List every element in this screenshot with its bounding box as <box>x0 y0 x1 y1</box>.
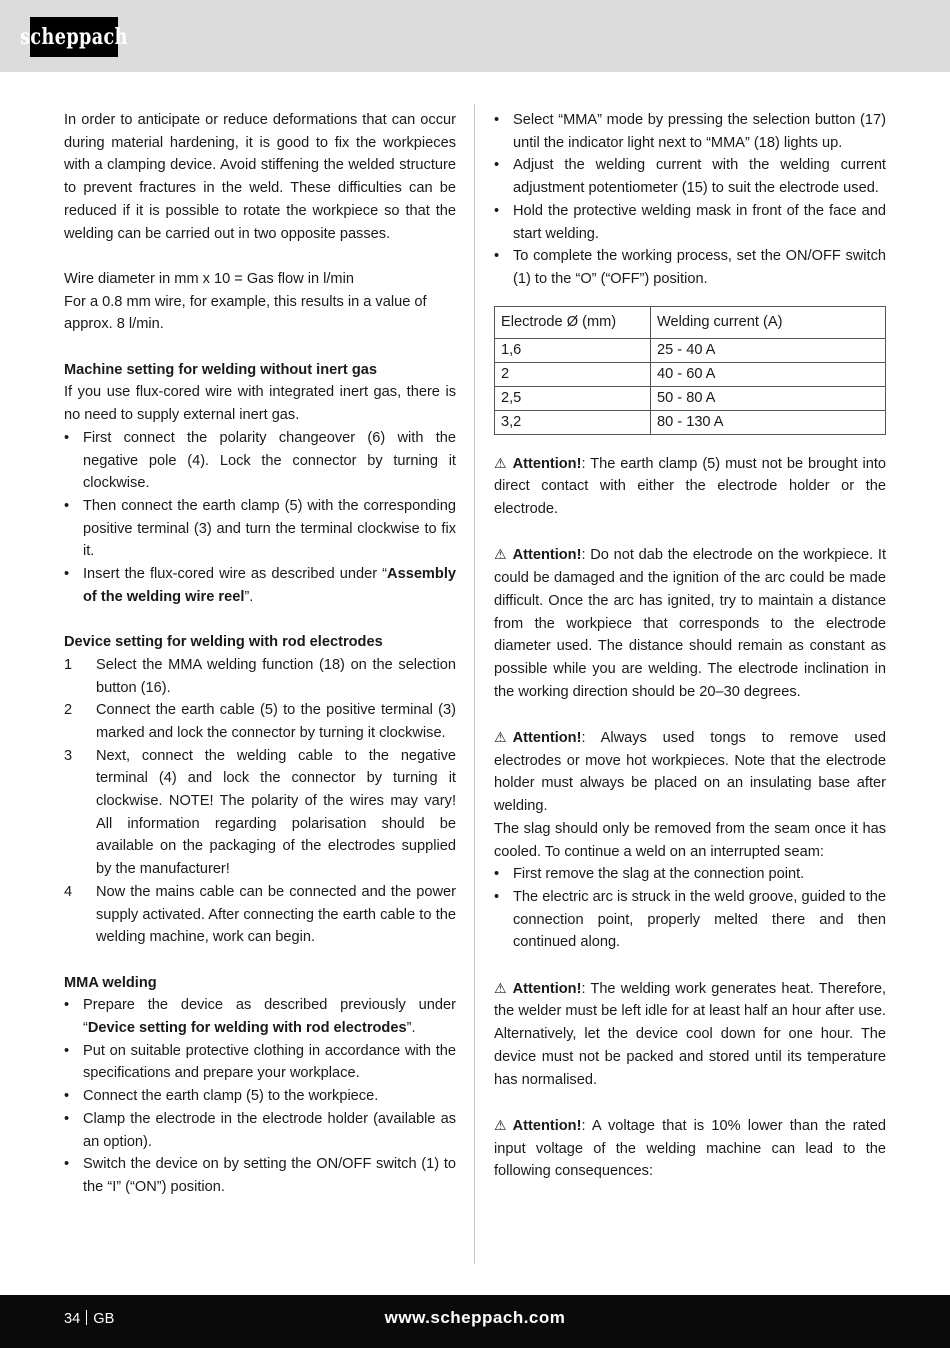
header-band <box>0 0 950 72</box>
table-cell: 50 - 80 A <box>651 386 886 410</box>
gas-formula: Wire diameter in mm x 10 = Gas flow in l/min <box>64 270 354 287</box>
list-item: • To complete the working process, set the ON/OFF switch (1) to the “O” (“OFF”) position. <box>494 248 886 287</box>
table-row <box>495 338 886 362</box>
list-item: • Then connect the earth clamp (5) with the corresponding positive terminal (3) and turn the terminal clockwise to fix it. <box>64 497 456 560</box>
warning-icon: ⚠ <box>494 1116 507 1133</box>
table-cell: 1,6 <box>495 338 651 362</box>
table-row <box>495 362 886 386</box>
language-code: GB <box>93 1311 115 1327</box>
inert-gas-intro: If you use flux-cored wire with integrated inert gas, there is no need to supply external inert gas. <box>64 384 456 424</box>
rod-electrodes-heading: Device setting for welding with rod electrodes <box>64 634 383 651</box>
cross-reference: Assembly of the welding wire reel <box>83 566 456 605</box>
mma-welding-heading: MMA welding <box>64 974 157 991</box>
table-row <box>495 410 886 434</box>
electrode-current-table <box>494 306 886 435</box>
numbered-step: 1 Select the MMA welding function (18) on the selection button (16). <box>64 656 456 696</box>
footer-band <box>0 1295 950 1348</box>
rod-electrodes-steps <box>64 654 456 949</box>
gas-example: For a 0.8 mm wire, for example, this results in a value of approx. 8 l/min. <box>64 293 427 333</box>
attention-tongs: ⚠ Attention!: Always used tongs to remove used electrodes or move hot workpieces. Note that the electrode holder must always be placed on an insulating base after welding. <box>494 726 886 818</box>
attention-earth-clamp: ⚠ Attention!: The earth clamp (5) must not be brought into direct contact with either the electrode holder or the electrode. <box>494 452 886 521</box>
mma-welding-steps <box>64 994 456 1198</box>
attention-voltage: ⚠ Attention!: A voltage that is 10% lower than the rated input voltage of the welding machine can lead to the following consequences: <box>494 1114 886 1183</box>
inert-gas-heading: Machine setting for welding without inert gas <box>64 361 377 378</box>
table-cell: 2,5 <box>495 386 651 410</box>
left-column <box>64 109 456 1199</box>
numbered-step: 4 Now the mains cable can be connected and the power supply activated. After connecting the earth cable to the welding machine, work can begin. <box>64 883 456 946</box>
warning-icon: ⚠ <box>494 729 507 746</box>
table-cell: 2 <box>495 362 651 386</box>
table-cell: 3,2 <box>495 410 651 434</box>
slag-steps <box>494 863 886 954</box>
table-header-row <box>495 306 886 338</box>
warning-icon: ⚠ <box>494 546 507 563</box>
list-item: • Insert the flux-cored wire as described under “Assembly of the welding wire reel”. <box>64 566 456 605</box>
website-url: www.scheppach.com <box>384 1308 566 1327</box>
table-cell: 80 - 130 A <box>651 410 886 434</box>
warning-icon: ⚠ <box>494 979 507 996</box>
table-header-cell: Electrode Ø (mm) <box>495 306 651 338</box>
attention-electrode-handling: ⚠ Attention!: Do not dab the electrode on the workpiece. It could be damaged and the ignition of the arc could be made difficult. Once the arc has ignited, try to maintain a distance from the workpiece that corresponds to the electrode diameter used. The distance should remain as constant as possible while you are welding. The electrode inclination in the working direction should be 20–30 degrees. <box>494 543 886 703</box>
list-item: • Clamp the electrode in the electrode holder (available as an option). <box>64 1110 456 1150</box>
warning-icon: ⚠ <box>494 454 507 471</box>
list-item: • First remove the slag at the connection point. <box>494 866 805 883</box>
list-item: • Prepare the device as described previously under “Device setting for welding with rod electrodes”. <box>64 997 456 1037</box>
table-row <box>495 386 886 410</box>
list-item: • Adjust the welding current with the welding current adjustment potentiometer (15) to suit the electrode used. <box>494 157 886 197</box>
list-item: • Switch the device on by setting the ON/OFF switch (1) to the “I” (“ON”) position. <box>64 1156 456 1195</box>
mma-continued-steps <box>494 109 886 291</box>
list-item: • First connect the polarity changeover (6) with the negative pole (4). Lock the connector by turning it clockwise. <box>64 429 456 492</box>
cross-reference: Device setting for welding with rod electrodes <box>87 1020 407 1037</box>
scheppach-logo: scheppach <box>30 17 118 57</box>
list-item: • Hold the protective welding mask in front of the face and start welding. <box>494 202 886 242</box>
inert-gas-steps <box>64 427 456 609</box>
numbered-step: 2 Connect the earth cable (5) to the positive terminal (3) marked and lock the connector by turning it clockwise. <box>64 702 456 741</box>
list-item: • Put on suitable protective clothing in accordance with the specifications and prepare your workplace. <box>64 1042 456 1082</box>
table-cell: 40 - 60 A <box>651 362 886 386</box>
table-cell: 25 - 40 A <box>651 338 886 362</box>
slag-paragraph: The slag should only be removed from the seam once it has cooled. To continue a weld on an interrupted seam: <box>494 820 886 860</box>
intro-paragraph: In order to anticipate or reduce deformations that can occur during material hardening, it is good to fix the workpieces with a clamping device. Avoid stiffening the welded structure to prevent fractures in the weld. These difficulties can be reduced if it is possible to rotate the workpiece so that the welding can be carried out in two opposite passes. <box>64 112 456 242</box>
column-divider <box>474 104 475 1264</box>
list-item: • Connect the earth clamp (5) to the workpiece. <box>64 1088 379 1105</box>
list-item: • Select “MMA” mode by pressing the selection button (17) until the indicator light next to “MMA” (18) lights up. <box>494 112 886 151</box>
attention-heat: ⚠ Attention!: The welding work generates heat. Therefore, the welder must be left idle for at least half an hour after use. Alternatively, let the device cool down for one hour. The device must not be packed and stored until its temperature has normalised. <box>494 977 886 1092</box>
table-header-cell: Welding current (A) <box>651 306 886 338</box>
page-number: 34 GB <box>64 1311 115 1327</box>
numbered-step: 3 Next, connect the welding cable to the negative terminal (4) and lock the connector by turning it clockwise. NOTE! The polarity of the wires may vary! All information regarding polarisation should be available on the packaging of the electrodes supplied by the manufacturer! <box>64 747 456 878</box>
right-column <box>494 109 886 1183</box>
list-item: • The electric arc is struck in the weld groove, guided to the connection point, properly melted there and then continued along. <box>494 888 886 951</box>
